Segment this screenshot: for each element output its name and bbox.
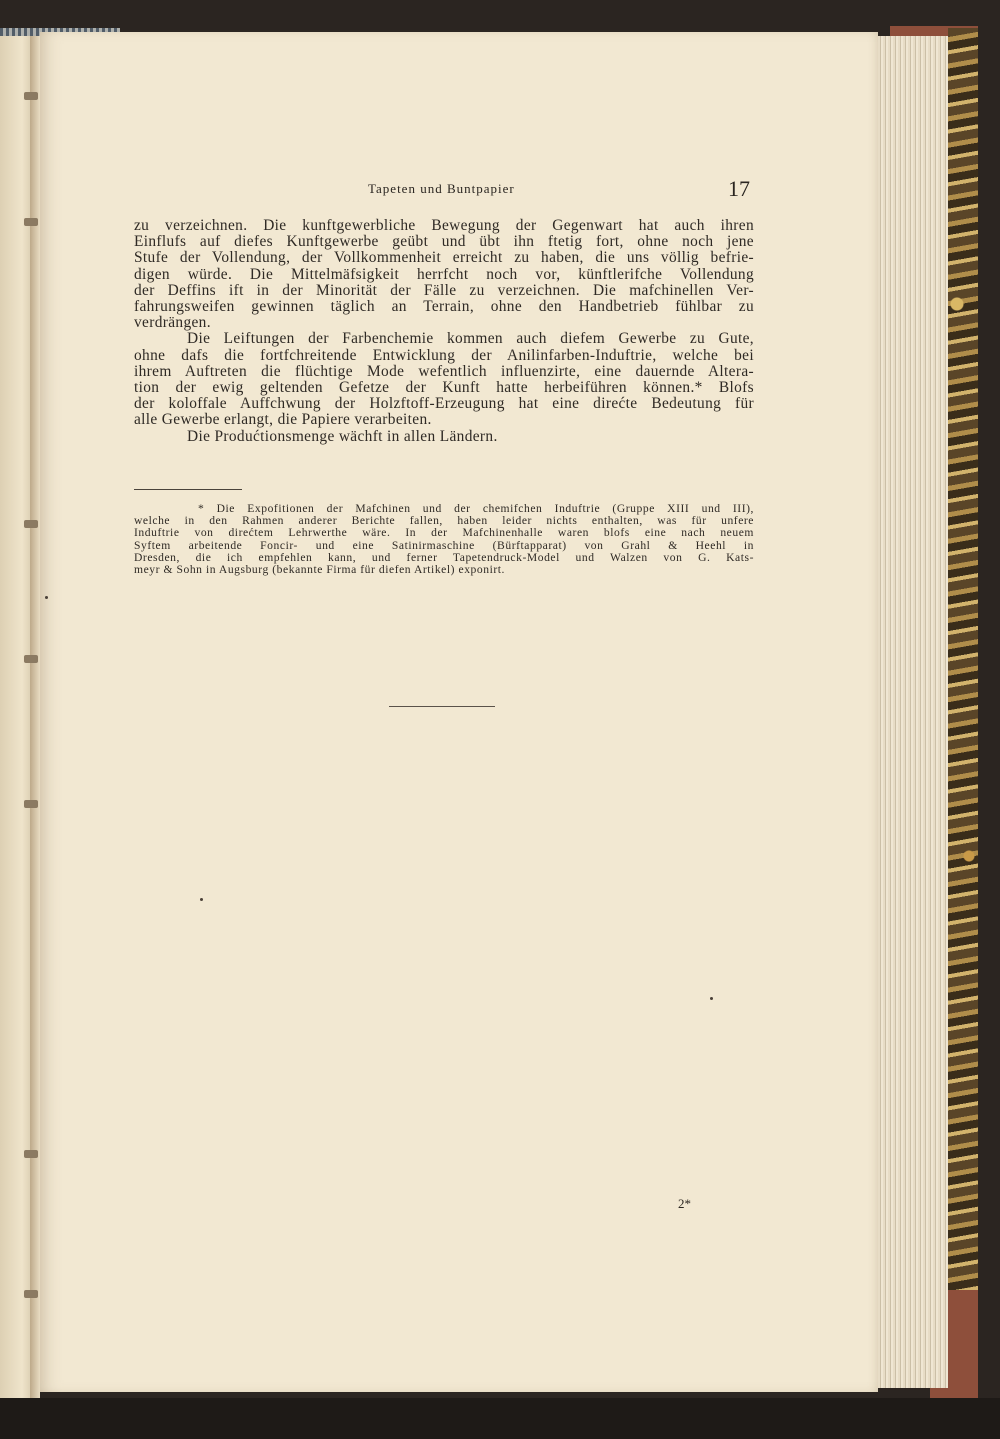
binding-stitch [24,218,38,226]
fore-edge-pages [878,36,948,1388]
text-line: Die Leiftungen der Farbenchemie kommen auch diefem Gewerbe zu Gute, [187,330,754,348]
paper-speck [45,596,48,599]
footnote-line: * Die Expofitionen der Mafchinen und der chemifchen Induftrie (Gruppe XIII und III), [198,502,754,515]
binding-stitch [24,800,38,808]
text-line: fahrungsweifen gewinnen täglich an Terrain, ohne den Handbetrieb fühlbar zu [134,298,754,316]
paper-speck [710,997,713,1000]
binding-stitch [24,1150,38,1158]
footnote-rule [134,489,242,490]
marbled-cover [948,28,978,1408]
binding-stitch [24,1290,38,1298]
section-end-rule [389,706,495,707]
binding-stitch [24,655,38,663]
text-line: zu verzeichnen. Die kunftgewerbliche Bewegung der Gegenwart hat auch ihren [134,217,754,234]
footnote-line: Syftem arbeitende Foncir- und eine Satinirmaschine (Bürftapparat) von Grahl & Heehl in [134,538,754,552]
text-line: Die Produćtionsmenge wächft in allen Ländern. [187,427,498,445]
text-line: der Deffins ift in der Minorität der Fälle zu verzeichnen. Die mafchinellen Ver- [134,281,754,299]
footnote-line: Induftrie von direćtem Lehrwerthe wäre. In der Mafchinenhalle waren blofs eine nach neuem [134,526,754,540]
text-line: digen würde. Die Mittelmäfsigkeit herrfcht noch vor, künftlerifche Vollendung [134,265,754,283]
binding-stitch [24,520,38,528]
text-line: der koloffale Auffchwung der Holzftoff-Erzeugung hat eine direćte Bedeutung für [134,395,754,413]
text-line: tion der ewig geltenden Gefetze der Kunft hatte herbeiführen können.* Blofs [134,379,754,397]
text-line: ohne dafs die fortfchreitende Entwicklung der Anilinfarben-Induftrie, welche bei [134,346,754,364]
binding-stitch [24,92,38,100]
signature-mark: 2* [678,1196,691,1211]
footnote [134,503,754,576]
text-line: alle Gewerbe erlangt, die Papiere verarbeiten. [134,411,432,429]
scan-background [0,1398,1000,1439]
paper-speck [200,898,203,901]
footnote-line: meyr & Sohn in Augsburg (bekannte Firma für diefen Artikel) exponirt. [134,563,505,577]
footnote-line: Dresden, die ich empfehlen kann, und ferner Tapetendruck-Model und Walzen von G. Kats- [134,550,754,564]
text-line: ihrem Auftreten die flüchtige Mode wefentlich influenzirte, eine dauernde Altera- [134,362,754,380]
running-title: Tapeten und Buntpapier [368,181,515,196]
footnote-line: welche in den Rahmen anderer Berichte fallen, haben leider nichts enthalten, was für unfere [134,514,754,528]
text-line: Einflufs auf diefes Kunftgewerbe geübt und übt ihn ftetig fort, ohne noch jene [134,233,754,251]
text-line: verdrängen. [134,314,211,332]
page-number: 17 [728,176,750,201]
gutter-shadow [30,36,40,1398]
body-text [134,218,754,445]
text-line: Stufe der Vollendung, der Vollkommenheit erreicht zu haben, die uns völlig befrie- [134,249,754,267]
